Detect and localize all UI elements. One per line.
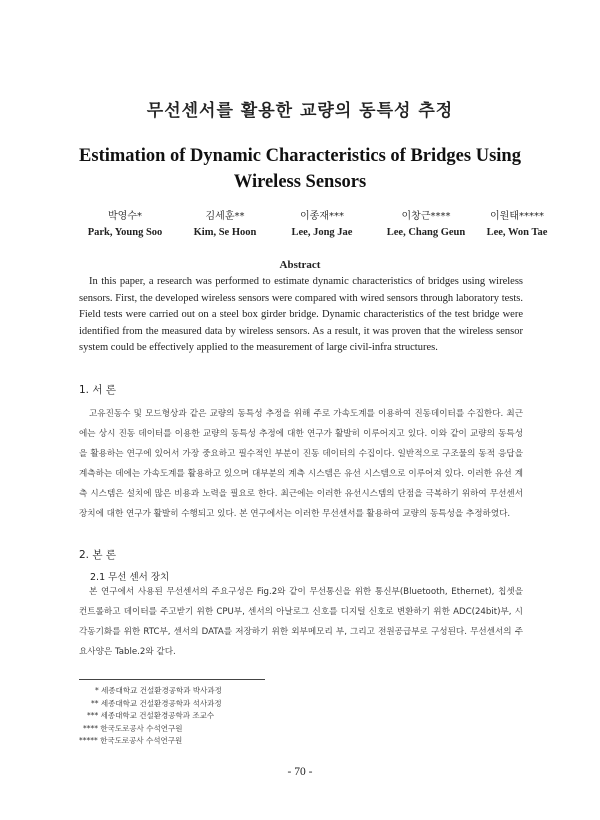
author-name-ko: 이창근****: [401, 211, 451, 222]
footnote: *** 세종대학교 건설환경공학과 조교수: [87, 711, 215, 720]
footnote: ***** 한국도로공사 수석연구원: [79, 736, 183, 745]
author: [170, 208, 280, 240]
author: [465, 208, 569, 240]
english-title-line-1: Estimation of Dynamic Characteristics of Bridges Using: [79, 146, 521, 166]
abstract-heading: Abstract: [279, 259, 321, 271]
author-name-en: Lee, Chang Geun: [386, 227, 466, 238]
author-name-ko: 박영수*: [108, 211, 142, 222]
section-1-heading: 1. 서 론: [79, 384, 116, 396]
section-1-text: 고유진동수 및 모드형상과 같은 교량의 동특성 추정을 위해 주로 가속도계를 이용하여 진동데이터를 수집한다. 최근에는 상시 진동 데이터를 이용한 교량의 동특성 추정에 대한 연구가 활발히 이루어지고 있다. 이와 같이 교량의 동특성을 활용하는 연구에 있어서 가장 중요하고 필수적인 부분이 진동 데이터의 수집이다. 일반적으로 구조물의 동적 응답을 계측하는 데에는 가속도계를 활용하고 있으며 대부분의 계측 시스템은 유선 시스템으로 이루어져 있다. 이러한 유선 계측 시스템은 설치에 많은 비용과 노력을 필요로 한다. 최근에는 이러한 유선시스템의 단점을 극복하기 위하여 무선센서 장치에 대한 연구가 활발히 수행되고 있다. 본 연구에서는 이러한 무선센서를 활용하여 교량의 동특성을 추정하였다.: [79, 409, 523, 519]
author-name-ko: 김세훈**: [205, 211, 245, 222]
english-title: [70, 143, 530, 195]
footnote: **** 한국도로공사 수석연구원: [83, 723, 183, 733]
section-2-heading: 2. 본 론: [79, 549, 116, 561]
footnote-divider: [79, 679, 265, 680]
author: [270, 208, 374, 240]
footnotes: [79, 685, 222, 748]
footnote: * 세종대학교 건설환경공학과 박사과정: [95, 686, 222, 695]
author-name-en: Lee, Jong Jae: [291, 227, 353, 238]
page-number: - 70 -: [287, 766, 313, 778]
author-name-ko: 이종재***: [300, 211, 344, 222]
subsection-2-1-heading: 2.1 무선 센서 장치: [90, 572, 170, 583]
korean-title: 무선센서를 활용한 교량의 동특성 추정: [146, 101, 454, 121]
author-list: [70, 208, 548, 248]
author: [70, 208, 180, 240]
footnote: ** 세종대학교 건설환경공학과 석사과정: [91, 698, 222, 708]
author-name-en: Lee, Won Tae: [486, 227, 548, 238]
author-name-ko: 이원태*****: [490, 211, 544, 222]
abstract-text: In this paper, a research was performed to estimate dynamic characteristics of bridges using wireless sensors. First, the developed wireless sensors were compared with wired sensors through laboratory tests. Field tests were carried out on a steel box girder bridge. Dynamic characteristics of the test bridge were identified from the measured data by wireless sensors. As a result, it was proven that the wireless sensor system could be effectively applied to the measurement of large civil-infra structures.: [79, 276, 523, 353]
author-name-en: Kim, Se Hoon: [193, 227, 257, 238]
english-title-line-2: Wireless Sensors: [233, 172, 367, 192]
subsection-2-1-text: 본 연구에서 사용된 무선센서의 주요구성은 Fig.2와 같이 무선통신을 위한 통신부(Bluetooth, Ethernet), 칩셋을 컨트롤하고 데이터를 주고받기 위한 CPU부, 센서의 아날로그 신호를 디지털 신호로 변환하기 위한 ADC(24bit)부, 시각동기화를 위한 RTC부, 센서의 DATA를 저장하기 위한 외부메모리 부, 그리고 전원공급부로 구성된다. 무선센서의 주요사양은 Table.2와 같다.: [79, 587, 523, 657]
author-name-en: Park, Young Soo: [87, 227, 163, 238]
